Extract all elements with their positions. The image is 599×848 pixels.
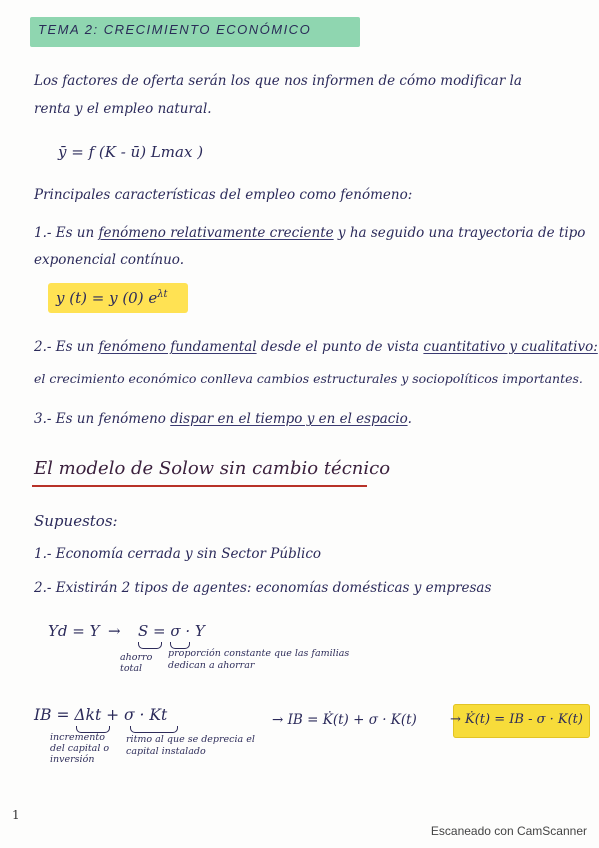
note-capital-increment: incremento del capital o inversión [50, 732, 110, 765]
depreciation-brace [130, 726, 178, 733]
point-1-line-2: exponencial contínuo. [34, 252, 184, 268]
page-title: TEMA 2: CRECIMIENTO ECONÓMICO [38, 22, 312, 37]
scanner-footer: Escaneado con CamScanner [430, 824, 587, 838]
page-number: 1 [12, 808, 20, 822]
savings-brace [138, 642, 162, 649]
investment-formula: IB = Δkt + σ · Kt [34, 706, 168, 724]
intro-line-1: Los factores de oferta serán los que nos informen de cómo modificar la [34, 73, 522, 89]
capital-accumulation-formula: → K̇(t) = IB - σ · K(t) [450, 712, 583, 727]
assumption-2: 2.- Existirán 2 tipos de agentes: economías domésticas y empresas [34, 580, 492, 596]
intro-line-2: renta y el empleo natural. [34, 101, 212, 117]
assumptions-heading: Supuestos: [34, 512, 118, 530]
section-title: El modelo de Solow sin cambio técnico [34, 458, 391, 479]
note-depreciation: ritmo al que se deprecia el capital instalado [126, 734, 255, 757]
point-2-line-1 [34, 339, 598, 355]
formula-natural-output: ȳ = f (K - ū) Lmax ) [58, 143, 204, 161]
assumption-1: 1.- Economía cerrada y sin Sector Público [34, 546, 322, 562]
point-3 [34, 411, 412, 427]
point-2-line-2: el crecimiento económico conlleva cambios estructurales y sociopolíticos importantes. [34, 371, 583, 386]
point-3-suffix: . [407, 411, 412, 427]
point-3-prefix: 3.- Es un fenómeno [34, 411, 171, 427]
point-1-suffix: y ha seguido una trayectoria de tipo [333, 225, 586, 241]
formula-exponential-base: y (t) = y (0) e [56, 289, 158, 307]
point-2-underlined-1: fenómeno fundamental [98, 339, 257, 355]
note-savings-proportion: proporción constante que las familias dedican a ahorrar [168, 648, 350, 671]
section-title-underline [32, 485, 367, 487]
point-1-underlined: fenómeno relativamente creciente [98, 225, 334, 241]
investment-identity: → IB = K̇(t) + σ · K(t) [272, 712, 417, 728]
point-2-underlined-2: cuantitativo y cualitativo: [423, 339, 598, 355]
point-2-mid: desde el punto de vista [256, 339, 424, 355]
point-1-prefix: 1.- Es un [34, 225, 99, 241]
formula-exponential-exponent: λt [157, 289, 168, 300]
characteristics-heading: Principales características del empleo como fenómeno: [34, 187, 413, 203]
point-3-underlined: dispar en el tiempo y en el espacio [170, 411, 408, 427]
point-2-prefix: 2.- Es un [34, 339, 99, 355]
formula-exponential [56, 289, 168, 307]
savings-formula: S = σ · Y [138, 622, 205, 640]
point-1-line-1 [34, 225, 585, 241]
savings-arrow: → [108, 622, 121, 640]
note-total-savings: ahorro total [120, 652, 153, 674]
disposable-income-formula: Yd = Y [48, 622, 100, 640]
